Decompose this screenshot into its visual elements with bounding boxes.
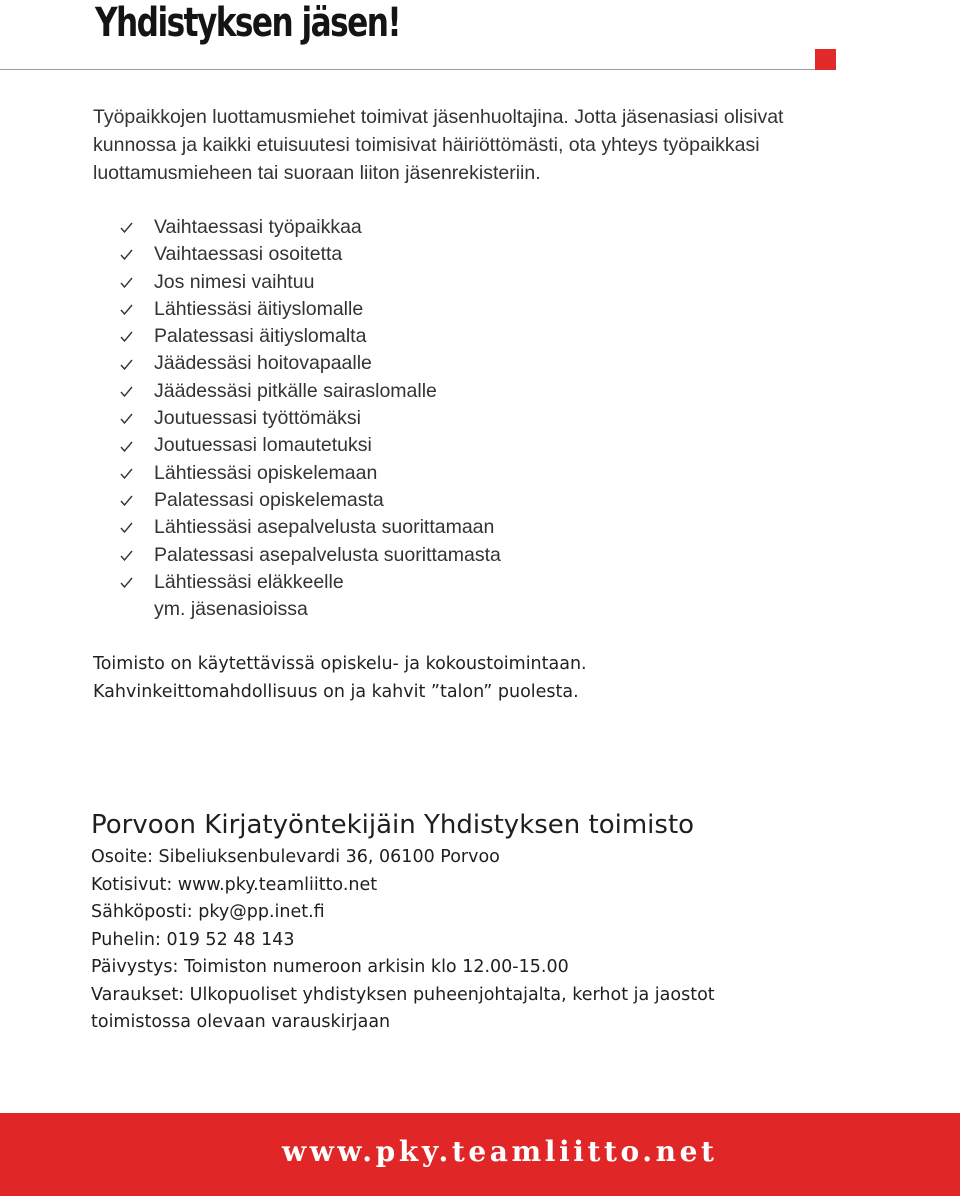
checklist-item-label: Jäädessäsi hoitovapaalle: [154, 352, 372, 375]
website-line: Kotisivut: www.pky.teamliitto.net: [91, 874, 378, 895]
checklist-item-label: Palatessasi opiskelemasta: [154, 488, 384, 511]
check-icon: [120, 296, 154, 323]
checklist-item: [120, 405, 501, 432]
checklist-item: [120, 569, 501, 596]
check-icon: [120, 323, 154, 350]
checklist-item-label: Joutuessasi lomautetuksi: [154, 434, 372, 457]
office-note-line: Kahvinkeittomahdollisuus on ja kahvit ”talon” puolesta.: [93, 682, 579, 702]
checklist-item: [120, 296, 501, 323]
checklist-item-label: Lähtiessäsi eläkkeelle: [154, 570, 344, 593]
address-line: Osoite: Sibeliuksenbulevardi 36, 06100 Porvoo: [91, 847, 500, 867]
check-icon: [120, 378, 154, 405]
checklist-item-label: Joutuessasi työttömäksi: [154, 407, 362, 430]
intro-paragraph: Työpaikkojen luottamusmiehet toimivat jäsenhuoltajina. Jotta jäsenasiasi olisivat kunnossa ja kaikki etuisuutesi toimisivat häiriöttömästi, ota yhteys työpaikkasi luottamusmieheen tai suoraan liiton jäsenrekisteriin.: [93, 106, 784, 184]
checklist-item: [120, 514, 501, 541]
footer-bar: [0, 1113, 960, 1196]
check-icon: [120, 460, 154, 487]
contact-block: [91, 806, 715, 1037]
checklist-item: [120, 323, 501, 350]
check-icon: [120, 269, 154, 296]
checklist-item: [120, 214, 501, 241]
checklist-item-label: Lähtiessäsi äitiyslomalle: [154, 297, 364, 320]
checklist-item: [120, 432, 501, 459]
checklist-item-label: Jäädessäsi pitkälle sairaslomalle: [154, 379, 437, 402]
check-icon: [120, 569, 154, 596]
checklist-item-label: Palatessasi äitiyslomalta: [154, 325, 367, 348]
title-divider: [0, 69, 836, 70]
footer-website-link[interactable]: www.pky.teamliitto.net: [282, 1135, 718, 1168]
checklist-item: [120, 378, 501, 405]
office-note-line: Toimisto on käytettävissä opiskelu- ja kokoustoimintaan.: [93, 654, 587, 674]
reservations-line: Varaukset: Ulkopuoliset yhdistyksen puheenjohtajalta, kerhot ja jaostot: [91, 984, 715, 1005]
check-icon: [120, 433, 154, 460]
duty-hours-line: Päivystys: Toimiston numeroon arkisin klo 12.00-15.00: [91, 957, 569, 977]
check-icon: [120, 542, 154, 569]
email-line: Sähköposti: pky@pp.inet.fi: [91, 902, 325, 922]
red-square-decoration: [815, 49, 836, 70]
checklist-tail: ym. jäsenasioissa: [154, 598, 308, 620]
checklist-item-label: Lähtiessäsi opiskelemaan: [154, 461, 378, 484]
checklist-item-label: Palatessasi asepalvelusta suorittamasta: [154, 543, 501, 566]
checklist-item: [120, 241, 501, 268]
checklist-item-label: Vaihtaessasi osoitetta: [154, 243, 343, 266]
checklist-item: [120, 487, 501, 514]
check-icon: [120, 405, 154, 432]
checklist-item: [120, 269, 501, 296]
membership-checklist: [120, 214, 501, 596]
checklist-item: [120, 542, 501, 569]
check-icon: [120, 514, 154, 541]
office-note: [93, 650, 587, 706]
checklist-item: [120, 350, 501, 377]
check-icon: [120, 487, 154, 514]
checklist-item-label: Jos nimesi vaihtuu: [154, 270, 315, 293]
phone-line: Puhelin: 019 52 48 143: [91, 929, 295, 950]
checklist-item-label: Lähtiessäsi asepalvelusta suorittamaan: [154, 516, 495, 539]
reservations-line-continued: toimistossa olevaan varauskirjaan: [91, 1012, 391, 1032]
checklist-item: [120, 460, 501, 487]
check-icon: [120, 241, 154, 268]
checklist-item-label: Vaihtaessasi työpaikkaa: [154, 216, 362, 238]
check-icon: [120, 351, 154, 378]
check-icon: [120, 214, 154, 241]
office-title: Porvoon Kirjatyöntekijäin Yhdistyksen toimisto: [91, 810, 695, 840]
page-title: Yhdistyksen jäsen!: [95, 0, 401, 46]
